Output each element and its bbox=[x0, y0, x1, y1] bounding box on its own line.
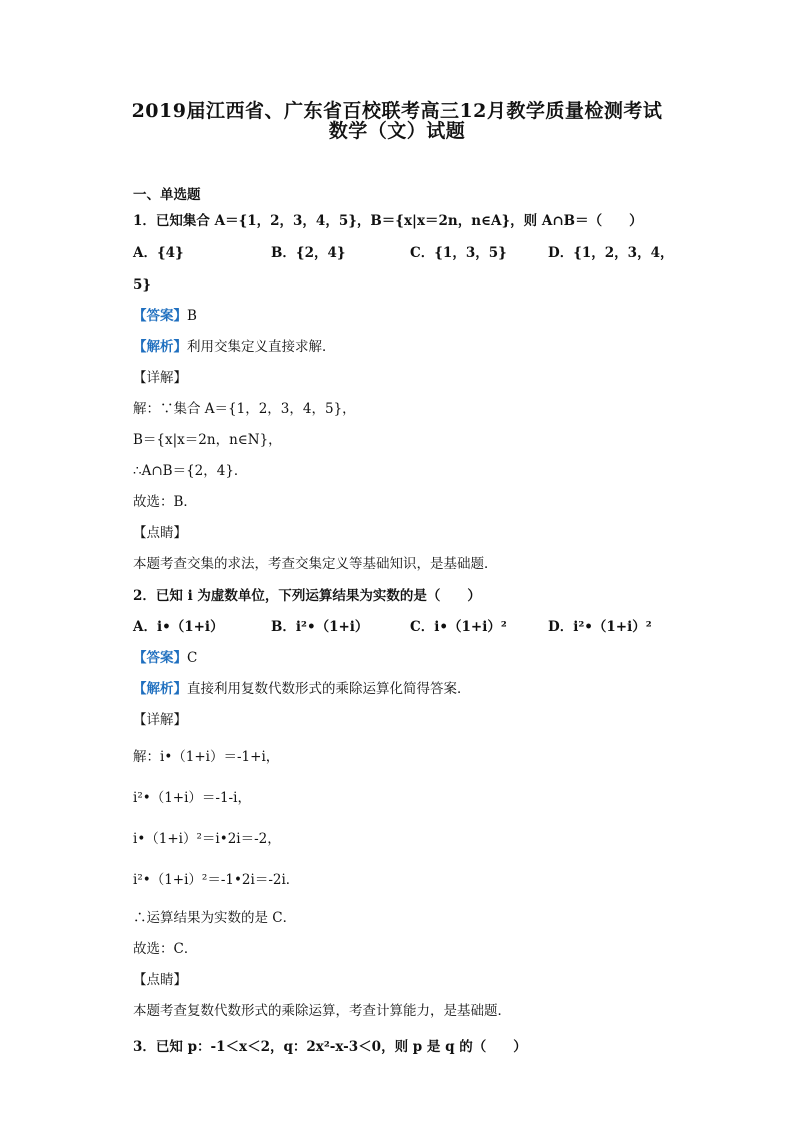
q2-option-b: B．i²•（1+i） bbox=[271, 619, 369, 635]
q2-solution-line: i•（1+i）²＝i•2i＝-2， bbox=[133, 831, 281, 847]
q1-detail-tag: 【详解】 bbox=[133, 370, 187, 386]
analysis-tag: 【解析】 bbox=[133, 681, 187, 697]
q2-solution-line: 故选：C． bbox=[133, 941, 198, 957]
answer-tag: 【答案】 bbox=[133, 650, 187, 666]
q2-comment: 本题考查复数代数形式的乘除运算，考查计算能力，是基础题． bbox=[133, 1003, 511, 1019]
q2-solution-line: i²•（1+i）²＝-1•2i＝-2i． bbox=[133, 872, 300, 888]
document-subtitle: 数学（文）试题 bbox=[328, 120, 466, 142]
q1-answer bbox=[133, 307, 197, 325]
q2-answer bbox=[133, 649, 197, 667]
q1-solution-line: 故选：B． bbox=[133, 494, 197, 510]
q2-stem: 2．已知 i 为虚数单位，下列运算结果为实数的是（ ） bbox=[133, 588, 481, 604]
answer-value: C bbox=[187, 650, 198, 666]
q1-solution-line: B＝{x|x＝2n，n∈N}， bbox=[133, 432, 282, 448]
q1-solution-line: 解：∵集合 A＝{1，2，3，4，5}， bbox=[133, 401, 356, 417]
answer-value: B bbox=[187, 308, 197, 324]
answer-tag: 【答案】 bbox=[133, 308, 187, 324]
q1-option-d-wrap: 5} bbox=[133, 277, 152, 293]
q1-solution-line: ∴A∩B＝{2，4}． bbox=[133, 463, 248, 479]
q1-comment: 本题考查交集的求法，考查交集定义等基础知识，是基础题． bbox=[133, 556, 498, 572]
q2-detail-tag: 【详解】 bbox=[133, 712, 187, 728]
document-title: 2019届江西省、广东省百校联考高三12月教学质量检测考试 bbox=[131, 100, 663, 122]
q1-option-b: B．{2，4} bbox=[271, 245, 346, 261]
q2-solution-line: 解：i•（1+i）＝-1+i， bbox=[133, 749, 280, 765]
q2-option-a: A．i•（1+i） bbox=[133, 619, 224, 635]
q2-solution-line: i²•（1+i）＝-1-i， bbox=[133, 790, 251, 806]
q2-solution-line: ∴运算结果为实数的是 C． bbox=[133, 910, 297, 926]
q1-option-d: D．{1，2，3，4， bbox=[548, 245, 674, 261]
analysis-text: 利用交集定义直接求解． bbox=[187, 339, 336, 355]
q1-stem: 1．已知集合 A＝{1，2，3，4，5}，B＝{x|x＝2n，n∈A}，则 A∩B＝（ ） bbox=[133, 213, 643, 229]
q2-option-c: C．i•（1+i）² bbox=[410, 619, 507, 635]
q1-analysis bbox=[133, 338, 336, 356]
analysis-text: 直接利用复数代数形式的乘除运算化简得答案． bbox=[187, 681, 471, 697]
q2-option-d: D．i²•（1+i）² bbox=[548, 619, 652, 635]
q1-option-c: C．{1，3，5} bbox=[410, 245, 507, 261]
q1-comment-tag: 【点睛】 bbox=[133, 525, 187, 541]
section-heading: 一、单选题 bbox=[133, 187, 201, 203]
analysis-tag: 【解析】 bbox=[133, 339, 187, 355]
q2-analysis bbox=[133, 680, 471, 698]
q2-comment-tag: 【点睛】 bbox=[133, 972, 187, 988]
q1-option-a: A．{4} bbox=[133, 245, 184, 261]
q3-stem: 3．已知 p：-1＜x＜2，q：2x²-x-3＜0，则 p 是 q 的（ ） bbox=[133, 1039, 527, 1055]
